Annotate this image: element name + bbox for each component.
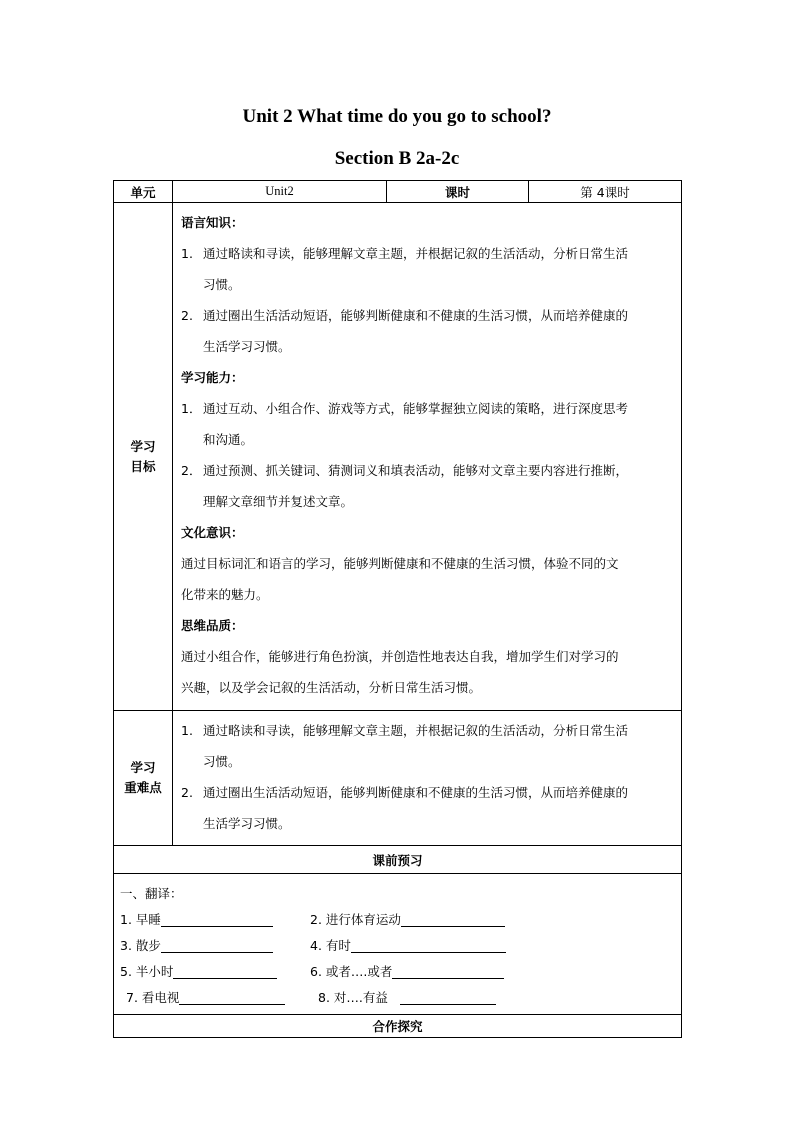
item-number: 2. [181, 308, 193, 323]
objectives-label-line2: 目标 [130, 458, 156, 474]
item-text: 生活学习习惯。 [203, 339, 291, 354]
translate-item [310, 962, 530, 980]
translate-row [120, 932, 675, 958]
culture-text-line1: 通过目标词汇和语言的学习，能够判断健康和不健康的生活习惯，体验不同的文 [181, 556, 619, 571]
lesson-value: 第 4课时 [529, 181, 682, 203]
item-number: 1. [181, 723, 193, 738]
objectives-content [173, 203, 682, 711]
list-item [181, 715, 675, 777]
cooperation-title-row [114, 1015, 682, 1038]
translate-item [310, 936, 530, 954]
objectives-label-line1: 学习 [130, 438, 156, 454]
objectives-row [114, 203, 682, 711]
translate-label: 6. 或者….或者 [310, 964, 393, 979]
item-text: 通过圈出生活活动短语，能够判断健康和不健康的生活习惯，从而培养健康的 [203, 785, 629, 800]
item-text: 和沟通。 [203, 432, 254, 447]
culture-text-line2: 化带来的魅力。 [181, 587, 269, 602]
lesson-plan-table [113, 180, 682, 1038]
thinking-text-line1: 通过小组合作，能够进行角色扮演，并创造性地表达自我，增加学生们对学习的 [181, 649, 619, 664]
translate-label: 2. 进行体育运动 [310, 912, 401, 927]
ability-title: 学习能力： [181, 370, 244, 385]
translate-item [120, 962, 310, 980]
thinking-text-line2: 兴趣，以及学会记叙的生活活动，分析日常生活习惯。 [181, 680, 482, 695]
translation-section [114, 874, 682, 1015]
answer-blank[interactable] [401, 912, 505, 927]
item-text: 通过略读和寻读，能够理解文章主题，并根据记叙的生活活动，分析日常生活 [203, 723, 629, 738]
item-number: 2． [181, 463, 202, 478]
item-text: 理解文章细节并复述文章。 [203, 494, 354, 509]
preview-title: 课前预习 [114, 846, 682, 874]
keypoints-content [173, 711, 682, 846]
list-item [181, 300, 675, 362]
document-title: Unit 2 What time do you go to school? [242, 106, 552, 127]
item-text: 习惯。 [203, 277, 241, 292]
answer-blank[interactable] [351, 938, 506, 953]
item-text: 习惯。 [203, 754, 241, 769]
translate-item [126, 988, 318, 1006]
header-row [114, 181, 682, 203]
list-item [181, 777, 675, 839]
item-text: 通过互动、小组合作、游戏等方式，能够掌握独立阅读的策略，进行深度思考 [203, 401, 629, 416]
unit-value: Unit2 [173, 181, 387, 203]
keypoints-row [114, 711, 682, 846]
translate-item [318, 988, 538, 1006]
translate-label: 5. 半小时 [120, 964, 174, 979]
item-number: 1. [181, 246, 193, 261]
document-subtitle: Section B 2a-2c [334, 148, 460, 169]
translate-item [310, 910, 530, 928]
answer-blank[interactable] [161, 912, 273, 927]
item-number: 2. [181, 785, 193, 800]
answer-blank[interactable] [400, 990, 496, 1005]
preview-title-row [114, 846, 682, 874]
translate-title: 一、翻译： [120, 886, 183, 901]
item-text: 通过圈出生活活动短语，能够判断健康和不健康的生活习惯，从而培养健康的 [203, 308, 629, 323]
list-item [181, 393, 675, 455]
keypoints-label-line1: 学习 [130, 760, 156, 775]
translate-label: 1. 早睡 [120, 912, 161, 927]
translate-label: 7. 看电视 [126, 990, 180, 1005]
unit-label: 单元 [114, 181, 173, 203]
item-text: 通过预测、抓关键词、猜测词义和填表活动，能够对文章主要内容进行推断， [203, 463, 629, 478]
translate-row [120, 984, 675, 1010]
item-text: 生活学习习惯。 [203, 816, 291, 831]
answer-blank[interactable] [173, 964, 277, 979]
lang-title: 语言知识： [181, 215, 244, 230]
item-text: 通过略读和寻读，能够理解文章主题，并根据记叙的生活活动，分析日常生活 [203, 246, 629, 261]
translate-label: 4. 有时 [310, 938, 351, 953]
list-item [181, 455, 675, 517]
objectives-label [114, 203, 173, 711]
item-number: 1． [181, 401, 202, 416]
keypoints-label [114, 711, 173, 846]
answer-blank[interactable] [392, 964, 504, 979]
translate-label: 3. 散步 [120, 938, 161, 953]
keypoints-label-line2: 重难点 [124, 780, 162, 795]
thinking-title: 思维品质： [181, 618, 244, 633]
answer-blank[interactable] [161, 938, 273, 953]
culture-title: 文化意识： [181, 525, 244, 540]
translate-item [120, 910, 310, 928]
translate-label: 8. 对….有益 [318, 990, 388, 1005]
cooperation-title: 合作探究 [114, 1015, 682, 1038]
lesson-label: 课时 [387, 181, 529, 203]
translate-row [120, 906, 675, 932]
translate-row [120, 958, 675, 984]
answer-blank[interactable] [179, 990, 285, 1005]
list-item [181, 238, 675, 300]
preview-row [114, 874, 682, 1015]
translate-item [120, 936, 310, 954]
